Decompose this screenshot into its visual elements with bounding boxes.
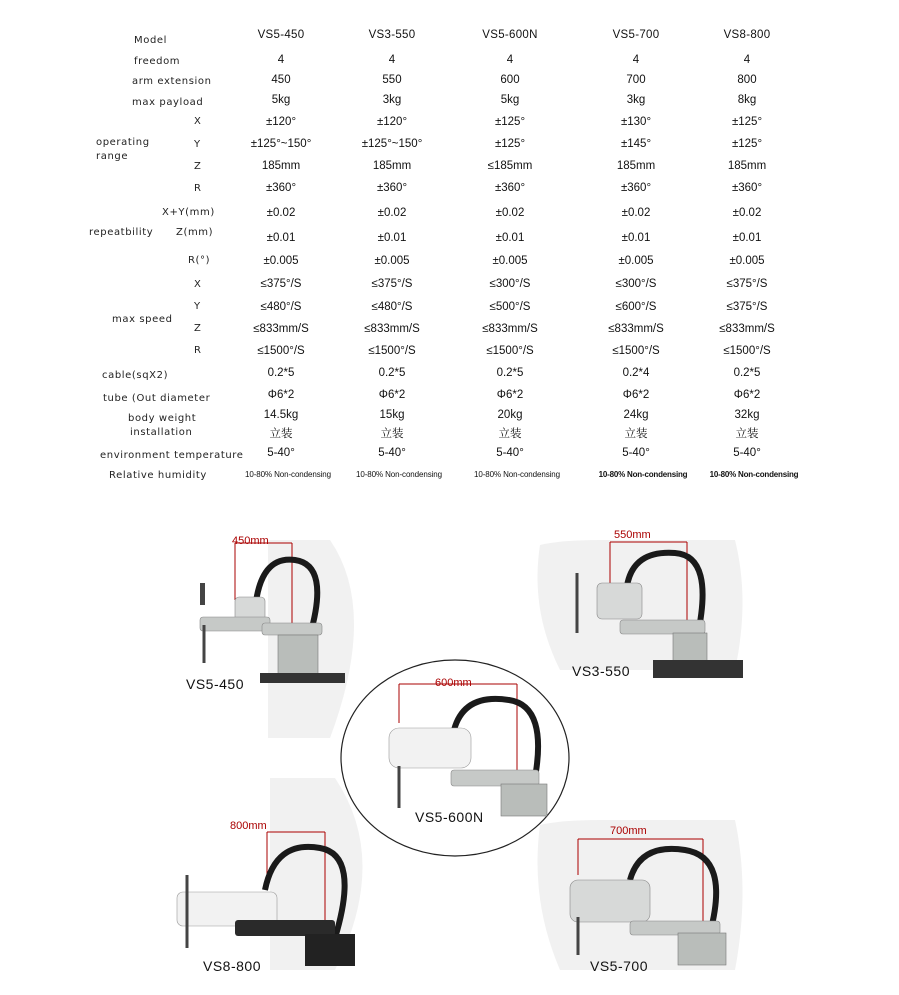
label-cable: cable(sqX2) bbox=[102, 370, 169, 381]
spec-value-cell: Φ6*2 bbox=[267, 389, 295, 401]
spec-value-cell: 700 bbox=[626, 74, 646, 86]
spec-value-cell: ≤480°/S bbox=[260, 301, 302, 313]
spec-value-cell: 5-40° bbox=[496, 447, 524, 459]
sub-sp-x: X bbox=[194, 279, 202, 290]
spec-value-cell: 20kg bbox=[497, 409, 523, 421]
spec-value-cell: ≤600°/S bbox=[615, 301, 657, 313]
spec-value-cell: ±125°~150° bbox=[361, 138, 423, 150]
dim-label-vs5-600n: 600mm bbox=[435, 677, 472, 689]
spec-value-cell: 185mm bbox=[372, 160, 412, 172]
spec-value-cell: ≤480°/S bbox=[371, 301, 413, 313]
model-header-cell: VS5-450 bbox=[257, 29, 305, 41]
spec-value-cell: 4 bbox=[506, 54, 514, 66]
spec-value-cell: 0.2*5 bbox=[267, 367, 295, 379]
model-header-cell: VS5-700 bbox=[612, 29, 660, 41]
spec-value-cell: ≤833mm/S bbox=[719, 323, 775, 335]
label-freedom: freedom bbox=[134, 56, 181, 67]
model-label-vs8-800: VS8-800 bbox=[203, 958, 261, 974]
sub-op-y: Y bbox=[194, 139, 201, 150]
spec-value-cell: 5-40° bbox=[267, 447, 295, 459]
model-label-vs5-450: VS5-450 bbox=[186, 676, 244, 692]
model-header-cell: VS5-600N bbox=[482, 29, 538, 41]
spec-value-cell: 8kg bbox=[737, 94, 757, 106]
spec-value-cell: 立装 bbox=[269, 428, 293, 440]
spec-value-cell: ≤375°/S bbox=[726, 301, 768, 313]
group-max-speed: max speed bbox=[112, 314, 173, 325]
spec-value-cell: 0.2*5 bbox=[496, 367, 524, 379]
robot-vs5-700-illustration bbox=[560, 825, 740, 970]
spec-value-cell: ≤300°/S bbox=[615, 278, 657, 290]
group-operating-range: operating range bbox=[96, 137, 150, 162]
model-label-vs5-700: VS5-700 bbox=[590, 958, 648, 974]
spec-value-cell: ±120° bbox=[265, 116, 297, 128]
spec-value-cell: ±125° bbox=[731, 116, 763, 128]
spec-value-cell: 0.2*4 bbox=[622, 367, 650, 379]
sub-rep-r: R(°) bbox=[188, 255, 211, 266]
dim-label-vs3-550: 550mm bbox=[614, 529, 651, 541]
spec-value-cell: ±0.005 bbox=[618, 255, 654, 267]
dim-label-vs5-450: 450mm bbox=[232, 535, 269, 547]
spec-value-cell: 32kg bbox=[734, 409, 760, 421]
spec-value-cell: ±0.01 bbox=[495, 232, 525, 244]
spec-value-cell: 14.5kg bbox=[263, 409, 299, 421]
spec-value-cell: 4 bbox=[388, 54, 396, 66]
dim-label-vs5-700: 700mm bbox=[610, 825, 647, 837]
robot-vs3-550-illustration bbox=[565, 528, 745, 683]
spec-value-cell: 185mm bbox=[727, 160, 767, 172]
spec-value-cell: ±125°~150° bbox=[250, 138, 312, 150]
spec-value-cell: ±125° bbox=[494, 116, 526, 128]
spec-value-cell: 185mm bbox=[616, 160, 656, 172]
spec-value-cell: 10-80% Non-condensing bbox=[709, 470, 799, 479]
sub-sp-r: R bbox=[194, 345, 202, 356]
spec-value-cell: ±0.005 bbox=[374, 255, 410, 267]
spec-value-cell: ±0.01 bbox=[621, 232, 651, 244]
sub-op-x: X bbox=[194, 116, 202, 127]
spec-value-cell: 15kg bbox=[379, 409, 405, 421]
spec-value-cell: ±0.005 bbox=[729, 255, 765, 267]
spec-value-cell: 600 bbox=[500, 74, 520, 86]
spec-value-cell: 10-80% Non-condensing bbox=[474, 470, 560, 479]
label-environment-temperature: environment temperature bbox=[100, 450, 244, 461]
spec-value-cell: ≤833mm/S bbox=[364, 323, 420, 335]
spec-value-cell: ±145° bbox=[620, 138, 652, 150]
spec-value-cell: 450 bbox=[271, 74, 291, 86]
spec-value-cell: 立装 bbox=[624, 428, 648, 440]
spec-value-cell: 0.2*5 bbox=[733, 367, 761, 379]
sub-op-z: Z bbox=[194, 161, 202, 172]
sub-sp-z: Z bbox=[194, 323, 202, 334]
spec-value-cell: 5kg bbox=[500, 94, 520, 106]
sub-rep-xy: X+Y(mm) bbox=[162, 207, 215, 218]
spec-value-cell: 800 bbox=[737, 74, 757, 86]
spec-value-cell: ±0.005 bbox=[492, 255, 528, 267]
label-max-payload: max payload bbox=[132, 97, 204, 108]
label-model: Model bbox=[134, 35, 168, 46]
spec-value-cell: ≤833mm/S bbox=[253, 323, 309, 335]
spec-value-cell: 10-80% Non-condensing bbox=[598, 470, 688, 479]
spec-value-cell: ±360° bbox=[494, 182, 526, 194]
spec-value-cell: ±0.02 bbox=[495, 207, 525, 219]
model-header-cell: VS3-550 bbox=[368, 29, 416, 41]
spec-value-cell: 3kg bbox=[626, 94, 646, 106]
label-tube: tube (Out diameter bbox=[103, 393, 211, 404]
model-label-vs3-550: VS3-550 bbox=[572, 663, 630, 679]
spec-value-cell: ≤375°/S bbox=[726, 278, 768, 290]
spec-value-cell: ±0.01 bbox=[732, 232, 762, 244]
spec-value-cell: Φ6*2 bbox=[496, 389, 524, 401]
sub-op-r: R bbox=[194, 183, 202, 194]
spec-value-cell: ±125° bbox=[731, 138, 763, 150]
spec-value-cell: ±120° bbox=[376, 116, 408, 128]
spec-value-cell: 4 bbox=[277, 54, 285, 66]
spec-value-cell: ≤1500°/S bbox=[723, 345, 771, 357]
spec-value-cell: ±0.02 bbox=[377, 207, 407, 219]
model-label-vs5-600n: VS5-600N bbox=[415, 809, 484, 825]
sub-sp-y: Y bbox=[194, 301, 201, 312]
spec-value-cell: 立装 bbox=[380, 428, 404, 440]
label-body-weight: body weight bbox=[128, 413, 197, 424]
model-header-cell: VS8-800 bbox=[723, 29, 771, 41]
spec-value-cell: ≤1500°/S bbox=[612, 345, 660, 357]
label-installation: installation bbox=[130, 427, 193, 438]
spec-value-cell: 24kg bbox=[623, 409, 649, 421]
spec-value-cell: ±0.01 bbox=[266, 232, 296, 244]
spec-value-cell: ±0.005 bbox=[263, 255, 299, 267]
spec-value-cell: ±360° bbox=[620, 182, 652, 194]
group-repeatability: repeatbility bbox=[89, 227, 154, 238]
spec-value-cell: ±0.01 bbox=[377, 232, 407, 244]
spec-value-cell: ±130° bbox=[620, 116, 652, 128]
spec-value-cell: 4 bbox=[743, 54, 751, 66]
label-relative-humidity: Relative humidity bbox=[109, 470, 207, 481]
spec-value-cell: 10-80% Non-condensing bbox=[245, 470, 331, 479]
spec-value-cell: 5-40° bbox=[622, 447, 650, 459]
spec-value-cell: ≤1500°/S bbox=[368, 345, 416, 357]
spec-value-cell: 10-80% Non-condensing bbox=[356, 470, 442, 479]
spec-value-cell: ±125° bbox=[494, 138, 526, 150]
spec-value-cell: 立装 bbox=[498, 428, 522, 440]
dim-label-vs8-800: 800mm bbox=[230, 820, 267, 832]
spec-value-cell: ±360° bbox=[376, 182, 408, 194]
spec-value-cell: ≤185mm bbox=[487, 160, 533, 172]
sub-rep-z: Z(mm) bbox=[176, 227, 214, 238]
spec-value-cell: ≤833mm/S bbox=[608, 323, 664, 335]
spec-value-cell: ≤375°/S bbox=[260, 278, 302, 290]
spec-value-cell: ±0.02 bbox=[266, 207, 296, 219]
spec-value-cell: ±0.02 bbox=[732, 207, 762, 219]
spec-value-cell: ±360° bbox=[731, 182, 763, 194]
spec-value-cell: ≤375°/S bbox=[371, 278, 413, 290]
spec-value-cell: ≤833mm/S bbox=[482, 323, 538, 335]
robot-vs8-800-illustration bbox=[175, 820, 360, 970]
spec-value-cell: ±360° bbox=[265, 182, 297, 194]
spec-value-cell: 550 bbox=[382, 74, 402, 86]
spec-value-cell: 4 bbox=[632, 54, 640, 66]
spec-value-cell: Φ6*2 bbox=[733, 389, 761, 401]
spec-value-cell: 0.2*5 bbox=[378, 367, 406, 379]
spec-value-cell: Φ6*2 bbox=[622, 389, 650, 401]
spec-value-cell: ≤500°/S bbox=[489, 301, 531, 313]
spec-value-cell: ±0.02 bbox=[621, 207, 651, 219]
spec-value-cell: 立装 bbox=[735, 428, 759, 440]
spec-value-cell: ≤1500°/S bbox=[486, 345, 534, 357]
spec-value-cell: Φ6*2 bbox=[378, 389, 406, 401]
spec-value-cell: 185mm bbox=[261, 160, 301, 172]
spec-value-cell: 3kg bbox=[382, 94, 402, 106]
spec-value-cell: 5-40° bbox=[378, 447, 406, 459]
label-arm-extension: arm extension bbox=[132, 76, 212, 87]
spec-value-cell: 5-40° bbox=[733, 447, 761, 459]
spec-value-cell: 5kg bbox=[271, 94, 291, 106]
spec-value-cell: ≤1500°/S bbox=[257, 345, 305, 357]
robot-vs5-450-illustration bbox=[190, 535, 360, 690]
spec-value-cell: ≤300°/S bbox=[489, 278, 531, 290]
